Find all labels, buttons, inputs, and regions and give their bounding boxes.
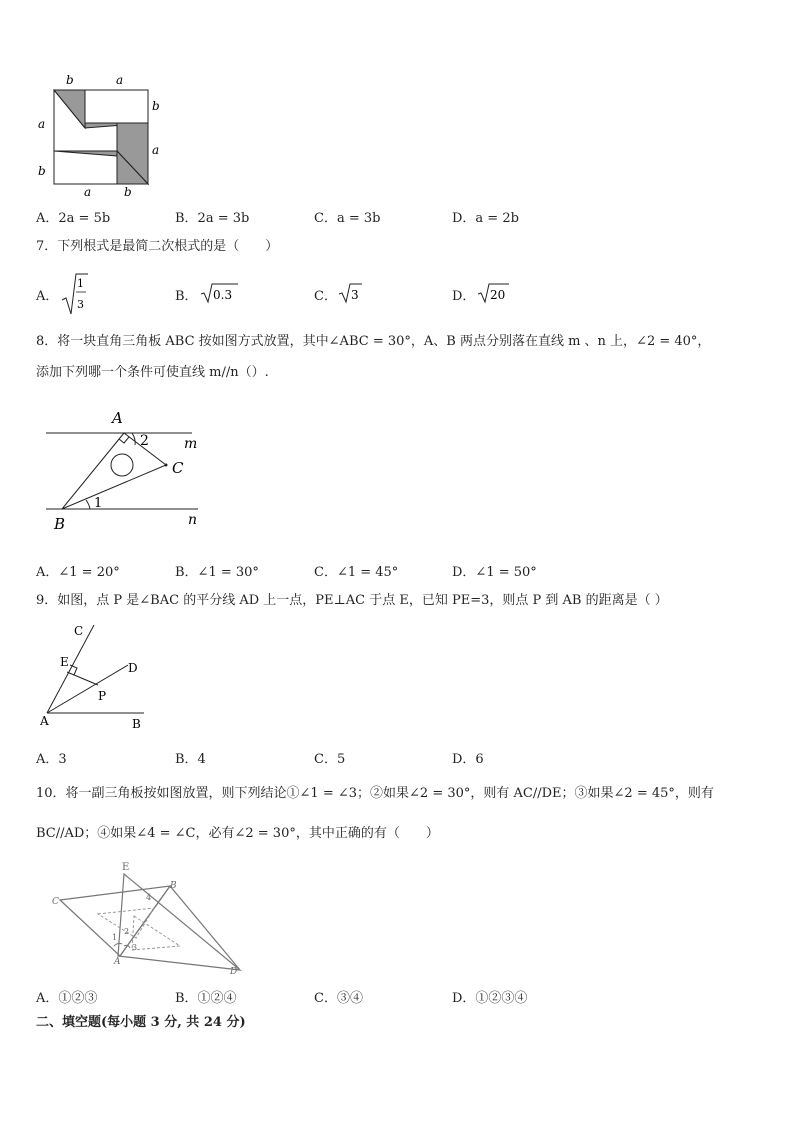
q8-option-d[interactable]: D．∠1 = 50°	[452, 565, 537, 580]
q9-option-c[interactable]: C．5	[314, 752, 346, 767]
q6-option-c[interactable]: C．a = 3b	[314, 211, 381, 226]
label-a-right: a	[152, 143, 160, 157]
q8-line2: 添加下列哪一个条件可使直线 m//n（）.	[36, 365, 269, 380]
q10-label-c: C	[52, 897, 59, 907]
q7-rad-a-den: 3	[77, 298, 84, 311]
q10-line2: BC//AD；④如果∠4 = ∠C，必有∠2 = 30°，其中正确的有（ ）	[36, 826, 439, 841]
q9-label-p: P	[98, 689, 107, 703]
q6-option-b[interactable]: B．2a = 3b	[175, 211, 250, 226]
q7-rad-c-val: 3	[351, 288, 359, 302]
q8-label-c: C	[172, 459, 184, 477]
q7-text: 7．下列根式是最简二次根式的是（ ）	[36, 239, 279, 254]
q8-option-a[interactable]: A．∠1 = 20°	[36, 565, 120, 580]
q9-figure	[36, 615, 156, 735]
q7-option-d[interactable]	[452, 285, 475, 304]
q7-option-d-label: D．	[452, 289, 476, 304]
q7-radical-d	[477, 282, 511, 304]
q7-option-a-label: A．	[36, 289, 59, 304]
q9-label-b: B	[132, 717, 141, 731]
q8-label-n: n	[188, 512, 198, 528]
q7-option-b[interactable]	[175, 285, 198, 304]
q10-label-b: B	[170, 881, 177, 891]
label-a-bottom: a	[84, 185, 92, 199]
q9-label-a: A	[40, 714, 49, 728]
q10-label-2: 2	[124, 927, 130, 936]
square-figure	[30, 70, 170, 200]
q6-option-d[interactable]: D．a = 2b	[452, 211, 519, 226]
q9-label-d: D	[128, 661, 138, 675]
q8-option-c[interactable]: C．∠1 = 45°	[314, 565, 399, 580]
label-b-left: b	[38, 164, 46, 178]
q10-option-d[interactable]: D．①②③④	[452, 991, 528, 1006]
section-2-title: 二、填空题(每小题 3 分, 共 24 分)	[36, 1015, 246, 1030]
q7-radical-b	[200, 282, 240, 304]
q9-option-a[interactable]: A．3	[36, 752, 67, 767]
q9-label-e: E	[60, 655, 69, 669]
q9-option-b[interactable]: B．4	[175, 752, 206, 767]
q8-line1: 8．将一块直角三角板 ABC 按如图方式放置，其中∠ABC = 30°，A、B 两点分别落在直线 m 、n 上，∠2 = 40°，	[36, 334, 711, 349]
q7-option-c-label: C．	[314, 289, 337, 304]
q8-label-m: m	[184, 436, 198, 452]
q10-label-4: 4	[146, 893, 152, 902]
q7-rad-a-num: 1	[77, 277, 84, 290]
q10-option-c[interactable]: C．③④	[314, 991, 363, 1006]
q8-label-1: 1	[94, 496, 103, 511]
label-b-right: b	[152, 99, 160, 113]
label-b-bottom: b	[124, 185, 132, 199]
q9-option-d[interactable]: D．6	[452, 752, 484, 767]
q7-radical-c	[338, 282, 364, 304]
q9-text: 9．如图，点 P 是∠BAC 的平分线 AD 上一点，PE⊥AC 于点 E，已知 PE=3，则点 P 到 AB 的距离是（ ）	[36, 593, 668, 608]
q10-line1: 10．将一副三角板按如图放置，则下列结论①∠1 = ∠3；②如果∠2 = 30°，则有 AC//DE；③如果∠2 = 45°，则有	[36, 786, 714, 801]
q7-rad-d-val: 20	[490, 288, 506, 302]
q7-option-c[interactable]	[314, 285, 337, 304]
q8-label-2: 2	[140, 433, 149, 449]
q10-label-d: D	[230, 967, 238, 977]
q10-label-3: 3	[132, 943, 138, 952]
q10-label-a: A	[114, 957, 121, 967]
q8-option-b[interactable]: B．∠1 = 30°	[175, 565, 259, 580]
q7-radical-a	[60, 270, 90, 318]
q7-rad-b-val: 0.3	[213, 288, 233, 302]
q7-option-a[interactable]	[36, 285, 58, 304]
q10-option-a[interactable]: A．①②③	[36, 991, 98, 1006]
q10-label-1: 1	[112, 933, 118, 942]
q10-label-e: E	[122, 862, 130, 873]
q8-label-b: B	[54, 515, 66, 533]
q8-label-a: A	[112, 409, 123, 427]
label-b-top: b	[66, 73, 74, 87]
label-a-left: a	[38, 117, 46, 131]
label-a-top: a	[116, 73, 124, 87]
q10-figure	[50, 858, 250, 980]
q10-option-b[interactable]: B．①②④	[175, 991, 237, 1006]
q9-label-c: C	[74, 624, 84, 638]
q6-option-a[interactable]: A．2a = 5b	[36, 211, 111, 226]
q8-figure	[40, 405, 210, 535]
q7-option-b-label: B．	[175, 289, 198, 304]
